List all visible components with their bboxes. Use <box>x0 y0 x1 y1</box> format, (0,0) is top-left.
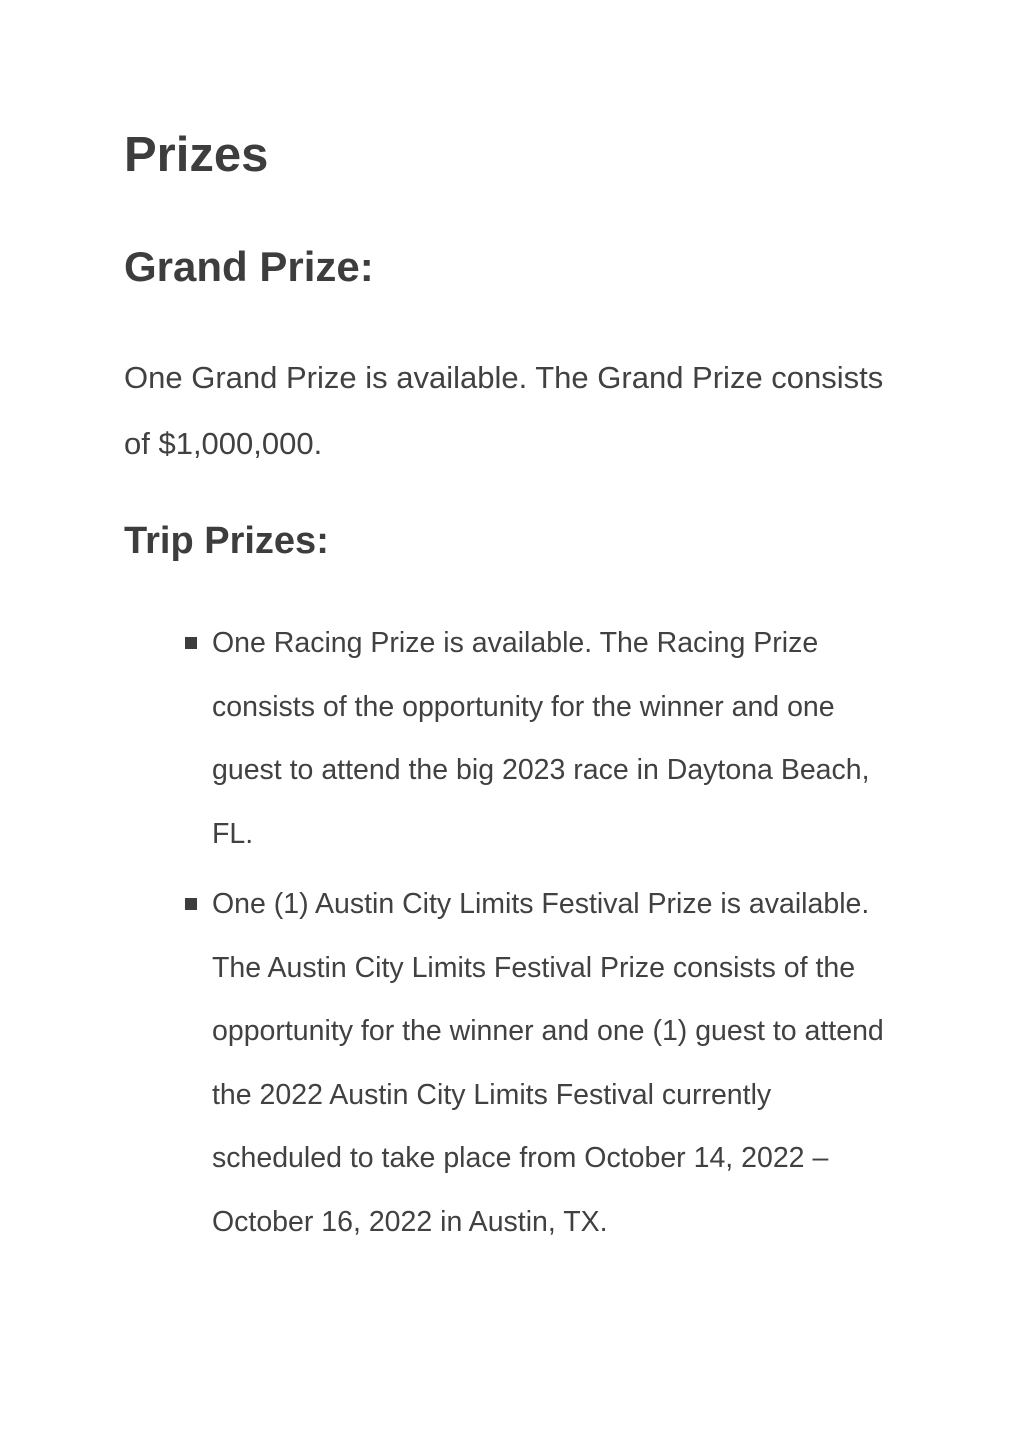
racing-prize-description: One Racing Prize is available. The Racing Prize consists of the opportunity for the winner and one guest to attend the big 2023 race in Daytona Beach, FL. <box>212 627 870 850</box>
trip-prizes-heading: Trip Prizes: <box>124 520 329 562</box>
square-bullet-icon <box>185 637 197 649</box>
trip-prizes-list <box>124 612 904 1254</box>
page-title: Prizes <box>124 128 269 182</box>
austin-city-limits-prize-description: One (1) Austin City Limits Festival Prize is available. The Austin City Limits Festival Prize consists of the opportunity for the winner and one (1) guest to attend the 2022 Austin City Limits Festival currently scheduled to take place from October 14, 2022 – October 16, 2022 in Austin, TX. <box>212 888 884 1238</box>
grand-prize-description: One Grand Prize is available. The Grand Prize consists of $1,000,000. <box>124 360 884 461</box>
racing-prize-list-item <box>124 612 904 866</box>
grand-prize-heading: Grand Prize: <box>124 243 374 290</box>
square-bullet-icon <box>185 898 197 910</box>
austin-city-limits-prize-list-item <box>124 873 904 1254</box>
